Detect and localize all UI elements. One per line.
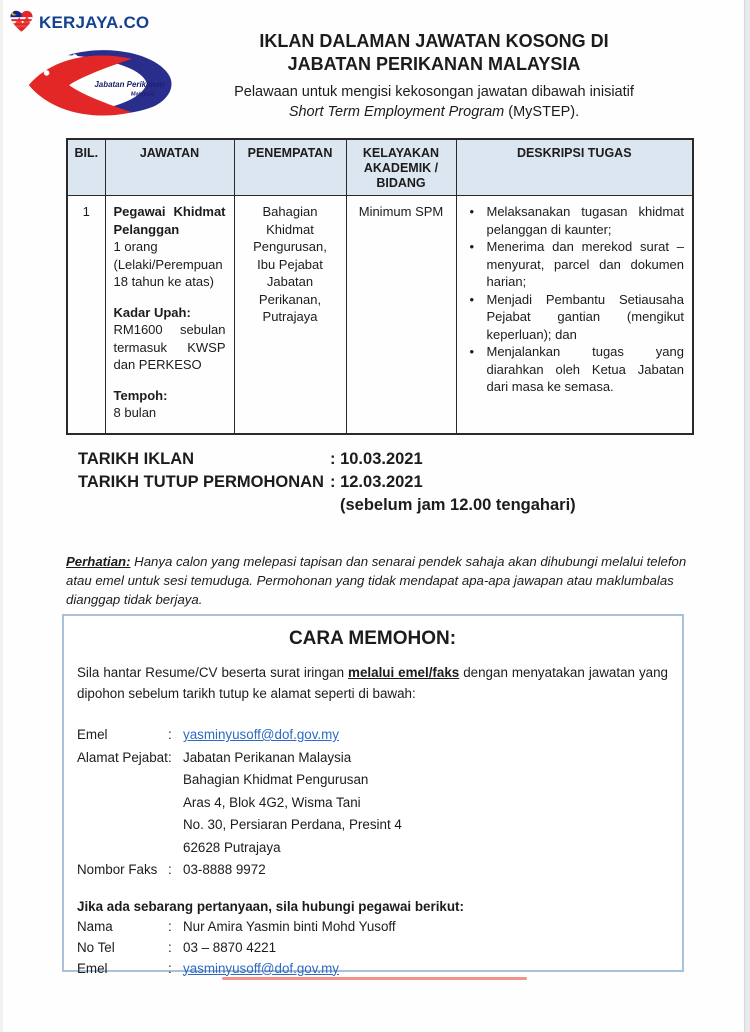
tarikh-tutup-note: (sebelum jam 12.00 tengahari) [340, 496, 576, 514]
emel-label: Emel [77, 727, 108, 742]
cell-kelayakan: Minimum SPM [346, 196, 456, 434]
cell-jawatan [105, 196, 234, 434]
logo-text-line2: Malaysia [130, 91, 155, 98]
nama-row [77, 916, 668, 937]
kerjaya-brand-logo[interactable] [8, 8, 149, 38]
table-header-row [67, 139, 693, 196]
kadar-upah-label: Kadar Upah: [113, 304, 191, 320]
tarikh-iklan-row [78, 448, 576, 471]
nama-label: Nama [77, 918, 113, 934]
task-item: • Menerima dan merekod surat – menyurat, parcel dan dokumen harian; [465, 238, 685, 291]
subtitle-line-2: Short Term Employment Program (MySTEP). [288, 104, 580, 120]
tarikh-iklan-value: : 10.03.2021 [330, 450, 423, 468]
tarikh-iklan-label: TARIKH IKLAN [78, 450, 195, 468]
alamat-line: Jabatan Perikanan Malaysia [183, 749, 352, 765]
alamat-label: Alamat Pejabat [77, 749, 168, 765]
enquiry-heading: Jika ada sebarang pertanyaan, sila hubungi pegawai berikut: [77, 898, 464, 914]
cell-deskripsi [456, 196, 693, 434]
cell-bil: 1 [67, 196, 105, 434]
cell-penempatan: Bahagian Khidmat Pengurusan, Ibu Pejabat Jabatan Perikanan, Putrajaya [234, 196, 346, 434]
colon: : [168, 939, 172, 955]
header-deskripsi: DESKRIPSI TUGAS [456, 139, 693, 196]
jawatan-count: 1 orang [113, 239, 158, 254]
alamat-line: Bahagian Khidmat Pengurusan [183, 772, 369, 787]
contact-rows [77, 916, 668, 979]
tarikh-tutup-value: : 12.03.2021 [330, 473, 423, 491]
tel-label: No Tel [77, 939, 115, 955]
tel-row [77, 937, 668, 958]
logo-text-line1: Jabatan Perikanan [94, 79, 165, 89]
colon: : [168, 960, 172, 976]
alamat-line: 62628 Putrajaya [183, 839, 281, 855]
header-penempatan: PENEMPATAN [234, 139, 346, 196]
task-item: • Menjadi Pembantu Setiausaha Pejabat gantian (mengikut keperluan); dan [465, 291, 685, 344]
jabatan-perikanan-logo [24, 42, 176, 124]
jawatan-criteria: (Lelaki/Perempuan 18 tahun ke atas) [113, 256, 223, 289]
cara-memohon-heading: CARA MEMOHON: [288, 628, 457, 649]
cara-memohon-box [62, 614, 684, 976]
dates-section [78, 448, 576, 517]
colon: : [168, 727, 172, 742]
emel-row [77, 724, 668, 747]
perhatian-label: Perhatian: [66, 554, 131, 570]
colon: : [168, 918, 172, 934]
title-line-2: JABATAN PERIKANAN MALAYSIA [287, 53, 581, 74]
jawatan-title: Pegawai Khidmat Pelanggan [113, 204, 226, 237]
subtitle-line-1: Pelawaan untuk mengisi kekosongan jawatan dibawah inisiatif [234, 84, 634, 100]
perhatian-note: Perhatian: Hanya calon yang melepasi tapisan dan senarai pendek sahaja akan dihubungi melalui telefon atau emel untuk sesi temuduga. Permohonan yang tidak mendapat apa-apa jawapan atau maklumbalas dianggap tidak berjaya. [66, 554, 687, 608]
alamat-line: Aras 4, Blok 4G2, Wisma Tani [183, 794, 361, 810]
email-link[interactable]: yasminyusoff@dof.gov.my [183, 960, 339, 976]
email-link[interactable]: yasminyusoff@dof.gov.my [183, 727, 339, 742]
faks-label: Nombor Faks [77, 862, 158, 877]
document-subtitle [170, 82, 698, 122]
kadar-upah-value: RM1600 sebulan termasuk KWSP dan PERKESO [113, 322, 226, 372]
page-left-edge [0, 0, 3, 1032]
page-right-edge[interactable] [744, 0, 750, 1032]
colon: : [168, 862, 172, 877]
emel2-row [77, 958, 668, 979]
table-row [67, 196, 693, 434]
alamat-row [77, 747, 668, 770]
nama-value: Nur Amira Yasmin binti Mohd Yusoff [183, 918, 396, 934]
document-title-block [170, 30, 698, 122]
header-kelayakan: KELAYAKAN AKADEMIK / BIDANG [346, 139, 456, 196]
cara-memohon-intro: Sila hantar Resume/CV beserta surat iringan melalui emel/faks dengan menyatakan jawatan yang dipohon sebelum tarikh tutup ke alamat seperti di bawah: [77, 665, 668, 701]
malaysia-flag-heart-icon [8, 8, 35, 38]
tempoh-value: 8 bulan [113, 405, 157, 420]
tempoh-label: Tempoh: [113, 387, 168, 403]
faks-row [77, 859, 668, 882]
vacancy-table [66, 138, 694, 435]
task-item: • Menjalankan tugas yang diarahkan oleh Ketua Jabatan dari masa ke semasa. [465, 343, 685, 396]
header-bil: BIL. [67, 139, 105, 196]
task-item: • Melaksanakan tugasan khidmat pelanggan di kaunter; [465, 203, 685, 238]
header-jawatan: JAWATAN [105, 139, 234, 196]
alamat-line: No. 30, Persiaran Perdana, Presint 4 [183, 817, 402, 832]
tel-value: 03 – 8870 4221 [183, 939, 277, 955]
colon: : [168, 749, 172, 765]
emel2-label: Emel [77, 960, 108, 976]
title-line-1: IKLAN DALAMAN JAWATAN KOSONG DI [259, 31, 609, 51]
brand-name: KERJAYA.CO [39, 13, 150, 32]
tarikh-tutup-row [78, 471, 576, 494]
red-annotation-line [222, 977, 527, 980]
tarikh-tutup-label: TARIKH TUTUP PERMOHONAN [78, 473, 324, 491]
faks-value: 03-8888 9972 [183, 862, 266, 877]
